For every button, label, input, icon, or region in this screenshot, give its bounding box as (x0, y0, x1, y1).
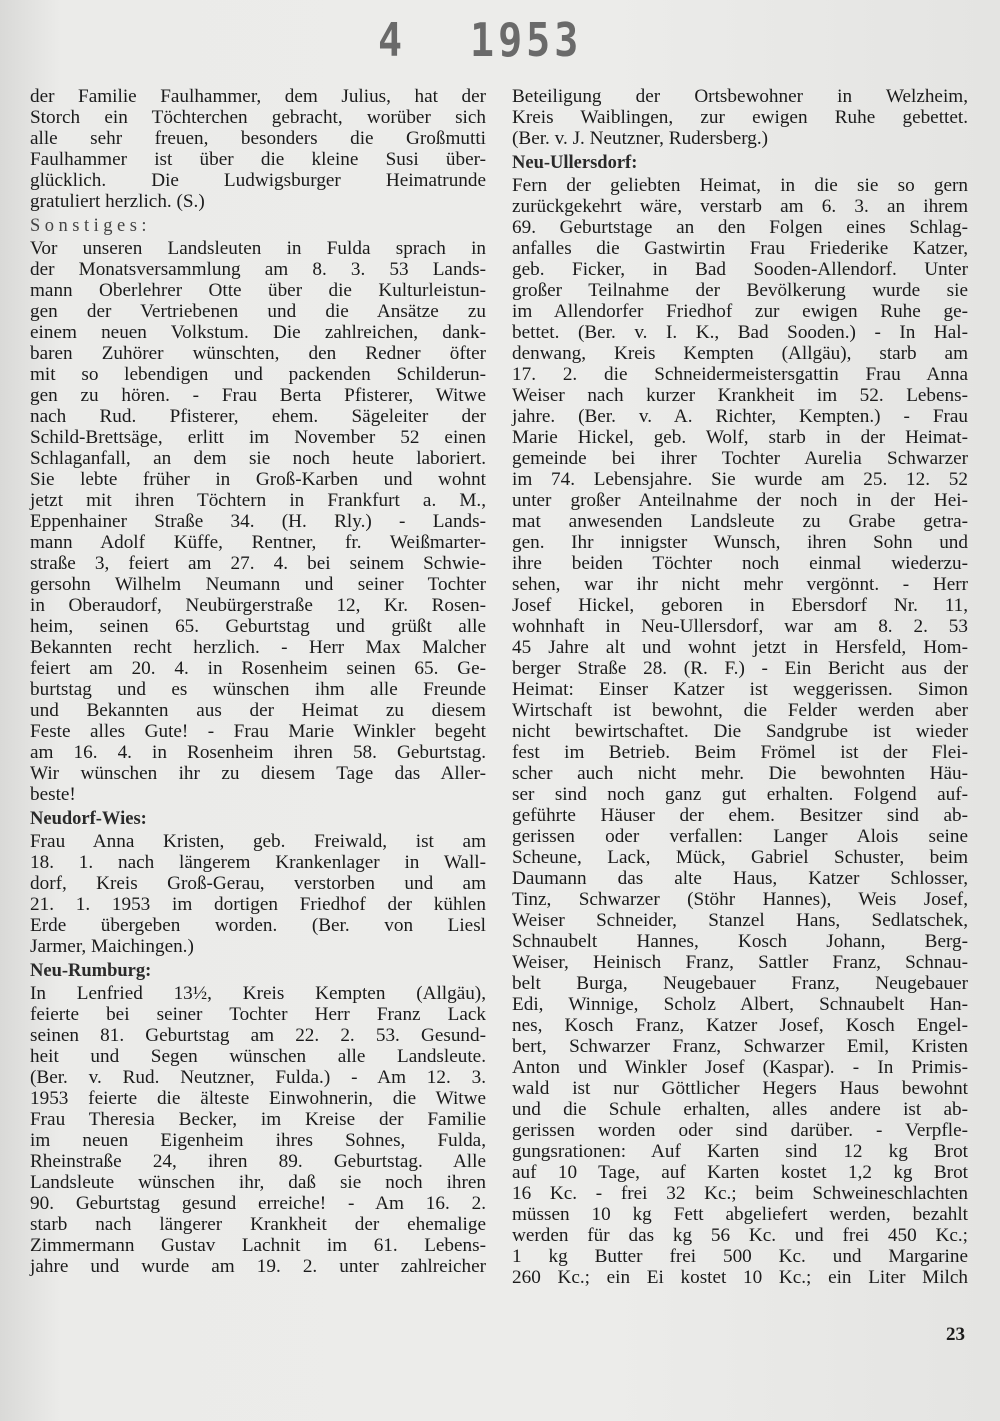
text-line: müssen 10 kg Fett abgeliefert werden, bezahlt (512, 1204, 968, 1225)
text-line: mann Adolf Küffe, Rentner, fr. Weißmarter- (30, 532, 486, 553)
text-line: geb. Ficker, in Bad Sooden-Allendorf. Unter (512, 259, 968, 280)
text-line: Edi, Winnige, Scholz Albert, Schnaubelt Han- (512, 994, 968, 1015)
text-line: scher auch nicht mehr. Die bewohnten Häu- (512, 763, 968, 784)
paragraph (512, 175, 968, 1288)
text-line: sehen, war ihr nicht mehr vergönnt. - Herr (512, 574, 968, 595)
right-column (512, 86, 968, 1288)
text-line: denwang, Kreis Kempten (Allgäu), starb am (512, 343, 968, 364)
text-line: Schnaubelt Hannes, Kosch Johann, Berg- (512, 931, 968, 952)
text-line: im neuen Eigenheim ihres Sohnes, Fulda, (30, 1130, 486, 1151)
text-line: gersohn Wilhelm Neumann und seiner Tochter (30, 574, 486, 595)
text-line: Schild-Brettsäge, erlitt im November 52 einen (30, 427, 486, 448)
text-line: Heimat: Einser Katzer ist weggerissen. Simon (512, 679, 968, 700)
paragraph (30, 831, 486, 957)
text-line: Sie lebte früher in Groß-Karben und wohnt (30, 469, 486, 490)
text-line: nes, Kosch Franz, Katzer Josef, Kosch Engel- (512, 1015, 968, 1036)
text-line: zurückgekehrt wäre, verstarb am 6. 3. an ihrem (512, 196, 968, 217)
text-line: 260 Kc.; ein Ei kostet 10 Kc.; ein Liter Milch (512, 1267, 968, 1288)
text-line: glücklich. Die Ludwigsburger Heimatrunde (30, 170, 486, 191)
text-line: Jarmer, Maichingen.) (30, 936, 194, 957)
paragraph (30, 86, 486, 212)
text-line: dorf, Kreis Groß-Gerau, verstorben und am (30, 873, 486, 894)
text-line: in Oberaudorf, Neubürgerstraße 12, Kr. Rosen- (30, 595, 486, 616)
text-line: beste! (30, 784, 76, 805)
text-line: und Bekannten aus der Heimat zu diesem (30, 700, 486, 721)
text-line: 45 Jahre alt und wohnt jetzt in Hersfeld, Hom- (512, 637, 968, 658)
text-line: Daumann das alte Haus, Katzer Schlosser, (512, 868, 968, 889)
text-line: starb nach längerer Krankheit der ehemalige (30, 1214, 486, 1235)
paragraph (30, 238, 486, 805)
section-heading: Neudorf-Wies: (30, 809, 147, 829)
text-line: Erde übergeben worden. (Ber. von Liesl (30, 915, 486, 936)
text-line: Anton und Winkler Josef (Kaspar). - In Primis- (512, 1057, 968, 1078)
text-line: 21. 1. 1953 im dortigen Friedhof der kühlen (30, 894, 486, 915)
text-line: Scheune, Lack, Mück, Gabriel Schuster, beim (512, 847, 968, 868)
left-column (30, 86, 486, 1277)
text-line: burtstag und es wünschen ihm alle Freunde (30, 679, 486, 700)
text-line: geführte Häuser der ehem. Besitzer sind ab- (512, 805, 968, 826)
text-line: nach Rud. Pfisterer, ehem. Sägeleiter der (30, 406, 486, 427)
text-line: im Allendorfer Friedhof zur ewigen Ruhe ge- (512, 301, 968, 322)
text-line: In Lenfried 13½, Kreis Kempten (Allgäu), (30, 983, 486, 1004)
text-line: (Ber. v. J. Neutzner, Rudersberg.) (512, 128, 769, 149)
text-line: 16 Kc. - frei 32 Kc.; beim Schweineschlachten (512, 1183, 968, 1204)
text-line: fest im Betrieb. Beim Frömel ist der Flei- (512, 742, 968, 763)
paragraph (30, 983, 486, 1277)
text-line: 90. Geburtstag gesund erreiche! - Am 16. 2. (30, 1193, 486, 1214)
text-line: Wir wünschen ihr zu diesem Tage das Aller- (30, 763, 486, 784)
text-line: 17. 2. die Schneidermeistersgattin Frau Anna (512, 364, 968, 385)
text-line: heim, seinen 65. Geburtstag und grüßt alle (30, 616, 486, 637)
text-line: Zimmermann Gustav Lachnit im 61. Lebens- (30, 1235, 486, 1256)
text-line: Weiser, Heinisch Franz, Sattler Franz, Schnau- (512, 952, 968, 973)
text-line: gen zu hören. - Frau Berta Pfisterer, Witwe (30, 385, 486, 406)
text-line: Weiser Schneider, Stanzel Hans, Sedlatschek, (512, 910, 968, 931)
text-line: unter großer Anteilnahme der noch in der Hei- (512, 490, 968, 511)
text-line: der Familie Faulhammer, dem Julius, hat der (30, 86, 486, 107)
text-line: mit so lebendigen und packenden Schilderun- (30, 364, 486, 385)
text-line: Feste alles Gute! - Frau Marie Winkler begeht (30, 721, 486, 742)
text-line: gerissen oder verfallen: Langer Alois seine (512, 826, 968, 847)
text-line: Tinz, Schwarzer (Stöhr Hannes), Weis Josef, (512, 889, 968, 910)
text-line: werden für das kg 56 Kc. und frei 450 Kc.; (512, 1225, 968, 1246)
page-number: 23 (946, 1324, 965, 1345)
text-line: wald ist nur Göttlicher Hegers Haus bewohnt (512, 1078, 968, 1099)
text-line: Wirtschaft ist bewohnt, die Felder werden aber (512, 700, 968, 721)
text-line: gemeinde bei ihrer Tochter Aurelia Schwarzer (512, 448, 968, 469)
text-line: ser sind noch ganz gut erhalten. Folgend auf- (512, 784, 968, 805)
text-line: gen der Vertriebenen und die Ansätze zu (30, 301, 486, 322)
text-line: jetzt mit ihren Töchtern in Frankfurt a. M., (30, 490, 486, 511)
text-line: 1 kg Butter frei 500 Kc. und Margarine (512, 1246, 968, 1267)
section-heading: Neu-Ullersdorf: (512, 153, 638, 173)
text-line: Rheinstraße 24, ihren 89. Geburtstag. Alle (30, 1151, 486, 1172)
text-line: (Ber. v. Rud. Neutzner, Fulda.) - Am 12. 3. (30, 1067, 486, 1088)
text-line: Schlaganfall, an dem sie noch heute laboriert. (30, 448, 486, 469)
text-line: jahre. (Ber. v. A. Richter, Kempten.) - Frau (512, 406, 968, 427)
text-line: großer Teilnahme der Bevölkerung wurde sie (512, 280, 968, 301)
text-line: am 16. 4. in Rosenheim ihren 58. Geburtstag. (30, 742, 486, 763)
text-line: gungsrationen: Auf Karten sind 12 kg Brot (512, 1141, 968, 1162)
issue-year: 1953 (470, 14, 583, 68)
text-line: nicht bewirtschaftet. Die Sandgrube ist wieder (512, 721, 968, 742)
text-line: berger Straße 28. (R. F.) - Ein Bericht aus der (512, 658, 968, 679)
text-line: 1953 feierte die älteste Einwohnerin, die Witwe (30, 1088, 486, 1109)
text-line: 69. Geburtstage an den Folgen eines Schlag- (512, 217, 968, 238)
text-line: Fern der geliebten Heimat, in die sie so gern (512, 175, 968, 196)
text-line: Vor unseren Landsleuten in Fulda sprach in (30, 238, 486, 259)
text-line: 18. 1. nach längerem Krankenlager in Wall- (30, 852, 486, 873)
text-line: feiert am 20. 4. in Rosenheim seinen 65. Ge- (30, 658, 486, 679)
text-line: Marie Hickel, geb. Wolf, starb in der Heimat- (512, 427, 968, 448)
text-line: bert, Schwarzer Franz, Schwarzer Emil, Kristen (512, 1036, 968, 1057)
text-line: mann Oberlehrer Otte über die Kulturleistun- (30, 280, 486, 301)
section-heading: Neu-Rumburg: (30, 961, 152, 981)
text-line: Josef Hickel, geboren in Ebersdorf Nr. 11, (512, 595, 968, 616)
text-line: Beteiligung der Ortsbewohner in Welzheim, (512, 86, 968, 107)
text-line: auf 10 Tage, auf Karten kostet 1,2 kg Brot (512, 1162, 968, 1183)
text-line: Landsleute wünschen ihr, daß sie noch ihren (30, 1172, 486, 1193)
text-line: ihre beiden Töchter noch einmal wiederzu- (512, 553, 968, 574)
text-line: gerissen worden oder sind darüber. - Verpfle- (512, 1120, 968, 1141)
text-line: straße 3, feiert am 27. 4. bei seinem Schwie- (30, 553, 486, 574)
text-line: seinen 81. Geburtstag am 22. 2. 53. Gesund- (30, 1025, 486, 1046)
text-line: mat anwesenden Landsleute zu Grabe getra- (512, 511, 968, 532)
text-line: Eppenhainer Straße 34. (H. Rly.) - Lands- (30, 511, 486, 532)
text-line: Kreis Waiblingen, zur ewigen Ruhe gebettet. (512, 107, 968, 128)
text-line: feierte bei seiner Tochter Herr Franz Lack (30, 1004, 486, 1025)
text-line: und die Schule erhalten, alles andere ist ab- (512, 1099, 968, 1120)
text-line: gratuliert herzlich. (S.) (30, 191, 205, 212)
text-line: Storch ein Töchterchen gebracht, worüber sich (30, 107, 486, 128)
text-line: Frau Theresia Becker, im Kreise der Familie (30, 1109, 486, 1130)
issue-number: 4 (378, 14, 407, 68)
text-line: Frau Anna Kristen, geb. Freiwald, ist am (30, 831, 486, 852)
text-line: der Monatsversammlung am 8. 3. 53 Lands- (30, 259, 486, 280)
section-heading: Sonstiges: (30, 216, 152, 236)
text-line: einem neuen Volkstum. Die zahlreichen, dank- (30, 322, 486, 343)
text-line: bettet. (Ber. v. I. K., Bad Sooden.) - In Hal- (512, 322, 968, 343)
text-line: im 74. Lebensjahre. Sie wurde am 25. 12. 52 (512, 469, 968, 490)
text-line: anfalles die Gastwirtin Frau Friederike Katzer, (512, 238, 968, 259)
text-line: alle sehr freuen, besonders die Großmutti (30, 128, 486, 149)
paragraph (512, 86, 968, 149)
text-line: Weiser nach kurzer Krankheit im 52. Lebens- (512, 385, 968, 406)
text-line: jahre und wurde am 19. 2. unter zahlreicher (30, 1256, 486, 1277)
text-line: Bekannten recht herzlich. - Herr Max Malcher (30, 637, 486, 658)
text-line: baren Zuhörer wünschten, den Redner öfter (30, 343, 486, 364)
text-line: Faulhammer ist über die kleine Susi über- (30, 149, 486, 170)
text-line: belt Burga, Neugebauer Franz, Neugebauer (512, 973, 968, 994)
text-line: gen. Ihr innigster Wunsch, ihren Sohn und (512, 532, 968, 553)
text-line: wohnhaft in Neu-Ullersdorf, war am 8. 2. 53 (512, 616, 968, 637)
text-line: heit und Segen wünschen alle Landsleute. (30, 1046, 486, 1067)
